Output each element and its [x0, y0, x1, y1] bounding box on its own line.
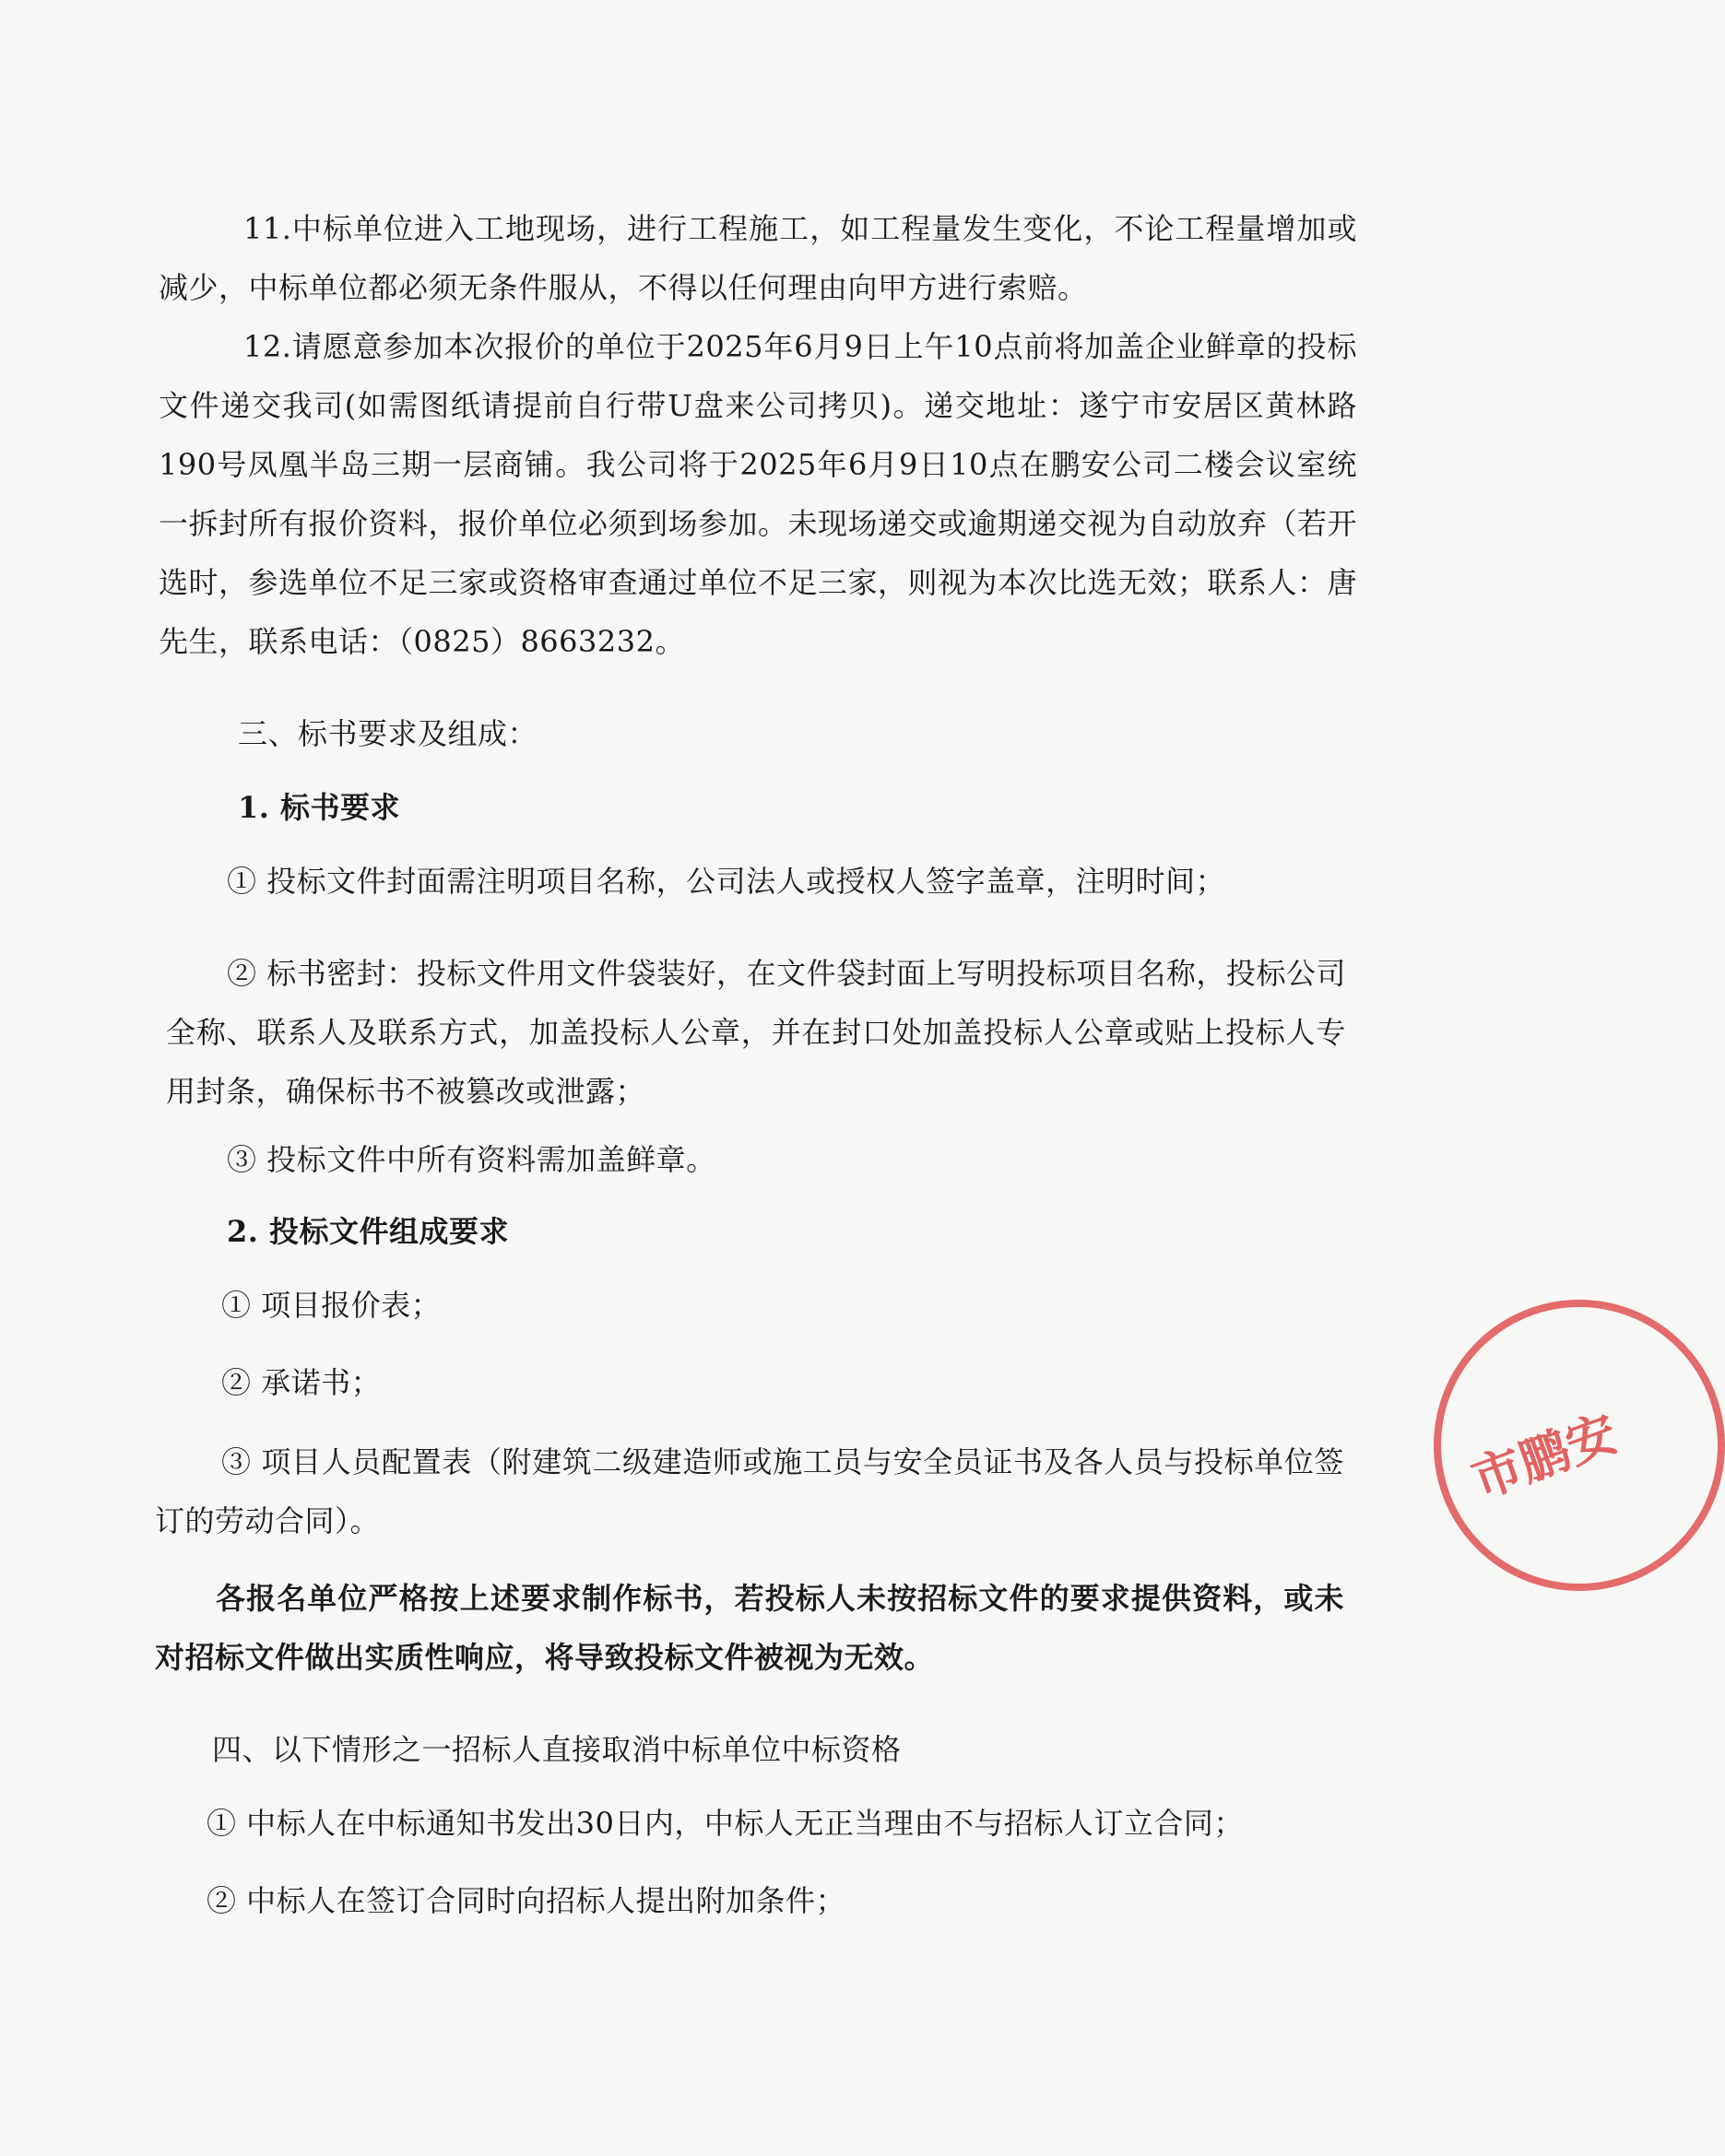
seal-text: 市鹏安: [1464, 1403, 1625, 1510]
disqualify-item-1: ① 中标人在中标通知书发出30日内，中标人无正当理由不与招标人订立合同；: [207, 1806, 1244, 1841]
paragraph-11: 11.中标单位进入工地现场，进行工程施工，如工程量发生变化，不论工程量增加或减少，中标单位都必须无条件服从，不得以任何理由向甲方进行索赔。: [159, 211, 1357, 305]
paragraph-12: 12.请愿意参加本次报价的单位于2025年6月9日上午10点前将加盖企业鲜章的投标文件递交我司(如需图纸请提前自行带U盘来公司拷贝)。递交地址：遂宁市安居区黄林路190号凤凰半岛三期一层商铺。我公司将于2025年6月9日10点在鹏安公司二楼会议室统一拆封所有报价资料，报价单位必须到场参加。未现场递交或逾期递交视为自动放弃（若开选时，参选单位不足三家或资格审查通过单位不足三家，则视为本次比选无效；联系人：唐先生，联系电话：（0825）8663232。: [159, 329, 1358, 659]
composition-item-2: ② 承诺书；: [221, 1365, 382, 1400]
company-seal: [1434, 1300, 1725, 1591]
requirement-item-2: ② 标书密封：投标文件用文件袋装好，在文件袋封面上写明投标项目名称，投标公司全称、联系人及联系方式，加盖投标人公章，并在封口处加盖投标人公章或贴上投标人专用封条，确保标书不被篡改或泄露；: [166, 956, 1346, 1109]
requirement-note: 各报名单位严格按上述要求制作标书，若投标人未按招标文件的要求提供资料，或未对招标文件做出实质性响应，将导致投标文件被视为无效。: [155, 1581, 1344, 1675]
composition-item-3: ③ 项目人员配置表（附建筑二级建造师或施工员与安全员证书及各人员与投标单位签订的劳动合同）。: [155, 1444, 1344, 1538]
requirement-item-3: ③ 投标文件中所有资料需加盖鲜章。: [227, 1142, 716, 1177]
subsection-2-heading: 2. 投标文件组成要求: [227, 1214, 510, 1249]
section-3-heading: 三、标书要求及组成：: [238, 716, 538, 751]
composition-item-1: ① 项目报价表；: [221, 1288, 442, 1323]
subsection-1-heading: 1. 标书要求: [238, 790, 401, 825]
disqualify-item-2: ② 中标人在签订合同时向招标人提出附加条件；: [207, 1883, 846, 1918]
section-4-heading: 四、以下情形之一招标人直接取消中标单位中标资格: [212, 1732, 902, 1767]
requirement-item-1: ① 投标文件封面需注明项目名称，公司法人或授权人签字盖章，注明时间；: [227, 864, 1226, 899]
